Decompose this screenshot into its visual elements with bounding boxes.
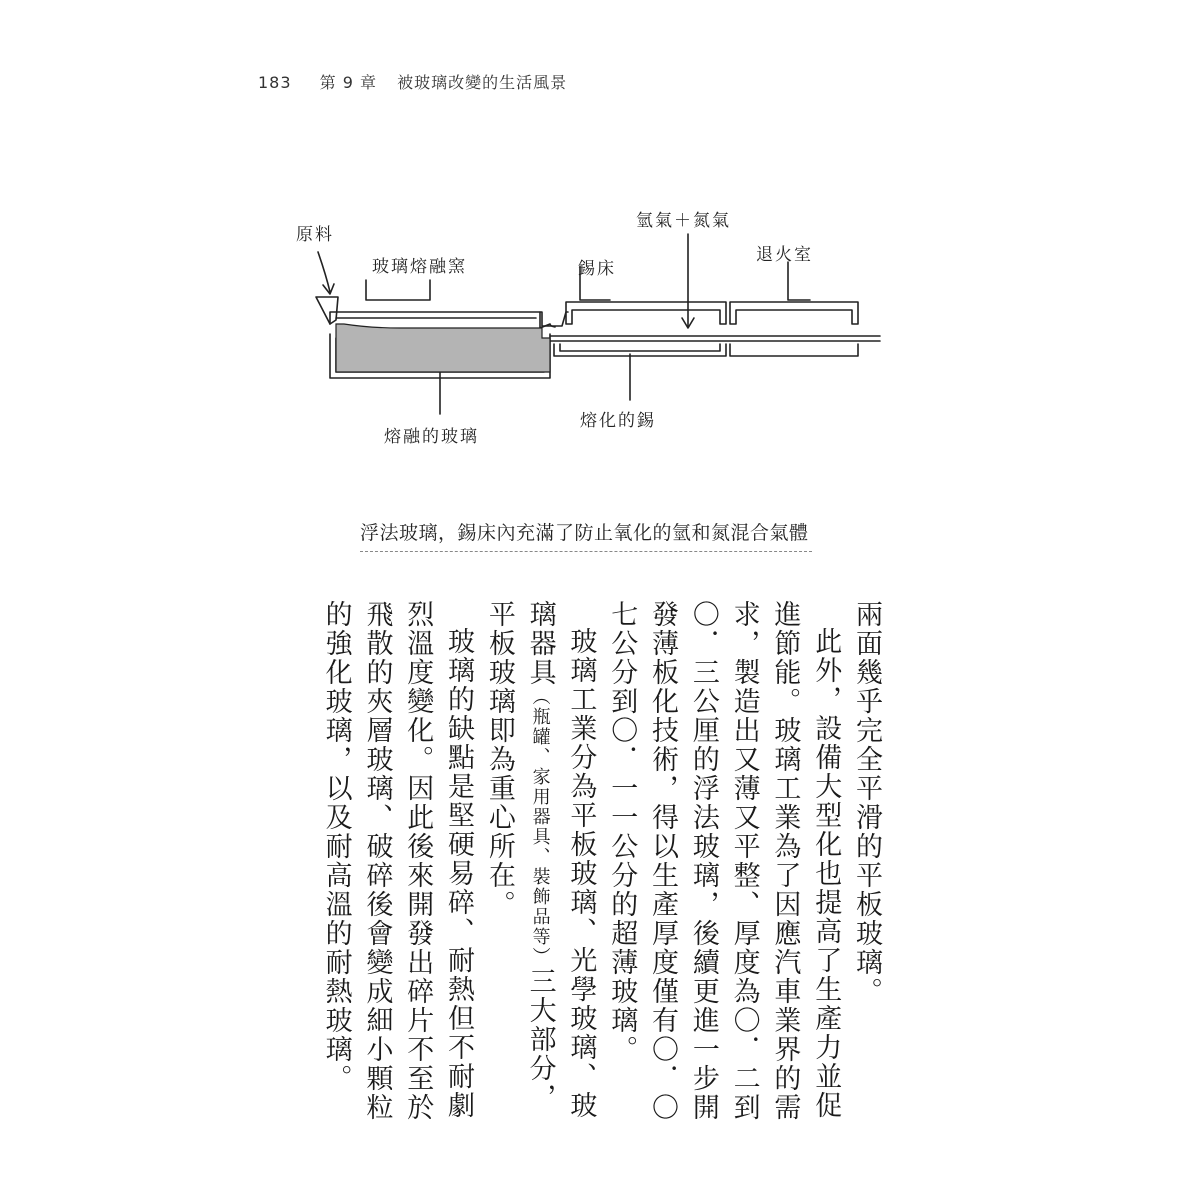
paragraph-3-note: （瓶罐、家用器具、裝飾品等） xyxy=(529,687,551,967)
label-molten-glass: 熔融的玻璃 xyxy=(384,427,479,447)
label-tin-bath: 錫床 xyxy=(578,259,616,279)
label-annealing: 退火室 xyxy=(756,245,813,265)
label-molten-tin: 熔化的錫 xyxy=(580,411,656,431)
paragraph-2: 此外，設備大型化也提高了生產力並促進節能。玻璃工業為了因應汽車業界的需求，製造出又薄又平整、厚度為〇．二到〇．三公厘的浮法玻璃，後續更進一步開發薄板化技術，得以生產厚度僅有〇．〇七公分到〇．一一公分的超薄玻璃。 xyxy=(606,600,842,1122)
label-gas: 氫氣＋氮氣 xyxy=(636,211,731,231)
figure-caption: 浮法玻璃，錫床內充滿了防止氧化的氫和氮混合氣體 xyxy=(360,518,812,552)
paragraph-1: 兩面幾乎完全平滑的平板玻璃。 xyxy=(851,600,882,1006)
float-glass-diagram xyxy=(280,200,900,460)
label-raw-material: 原料 xyxy=(296,225,334,245)
chapter-number: 第 9 章 xyxy=(319,73,377,92)
paragraph-4: 玻璃的缺點是堅硬易碎、耐熱但不耐劇烈溫度變化。因此後來開發出碎片不至於飛散的夾層玻璃、破碎後會變成細小顆粒的強化玻璃，以及耐高溫的耐熱玻璃。 xyxy=(320,600,475,1122)
paragraph-3 xyxy=(478,600,600,1140)
paragraph-3-part-a: 玻璃工業分為平板玻璃、光學玻璃、玻璃器具 xyxy=(524,600,597,1120)
running-header xyxy=(258,70,567,93)
page-number: 183 xyxy=(258,73,292,92)
label-melting-furnace: 玻璃熔融窯 xyxy=(372,257,467,277)
chapter-title: 被玻璃改變的生活風景 xyxy=(397,73,568,92)
body-text xyxy=(320,600,886,1140)
paragraph-3-part-b: 三大部分，平板玻璃即為重心所在。 xyxy=(483,600,556,1112)
